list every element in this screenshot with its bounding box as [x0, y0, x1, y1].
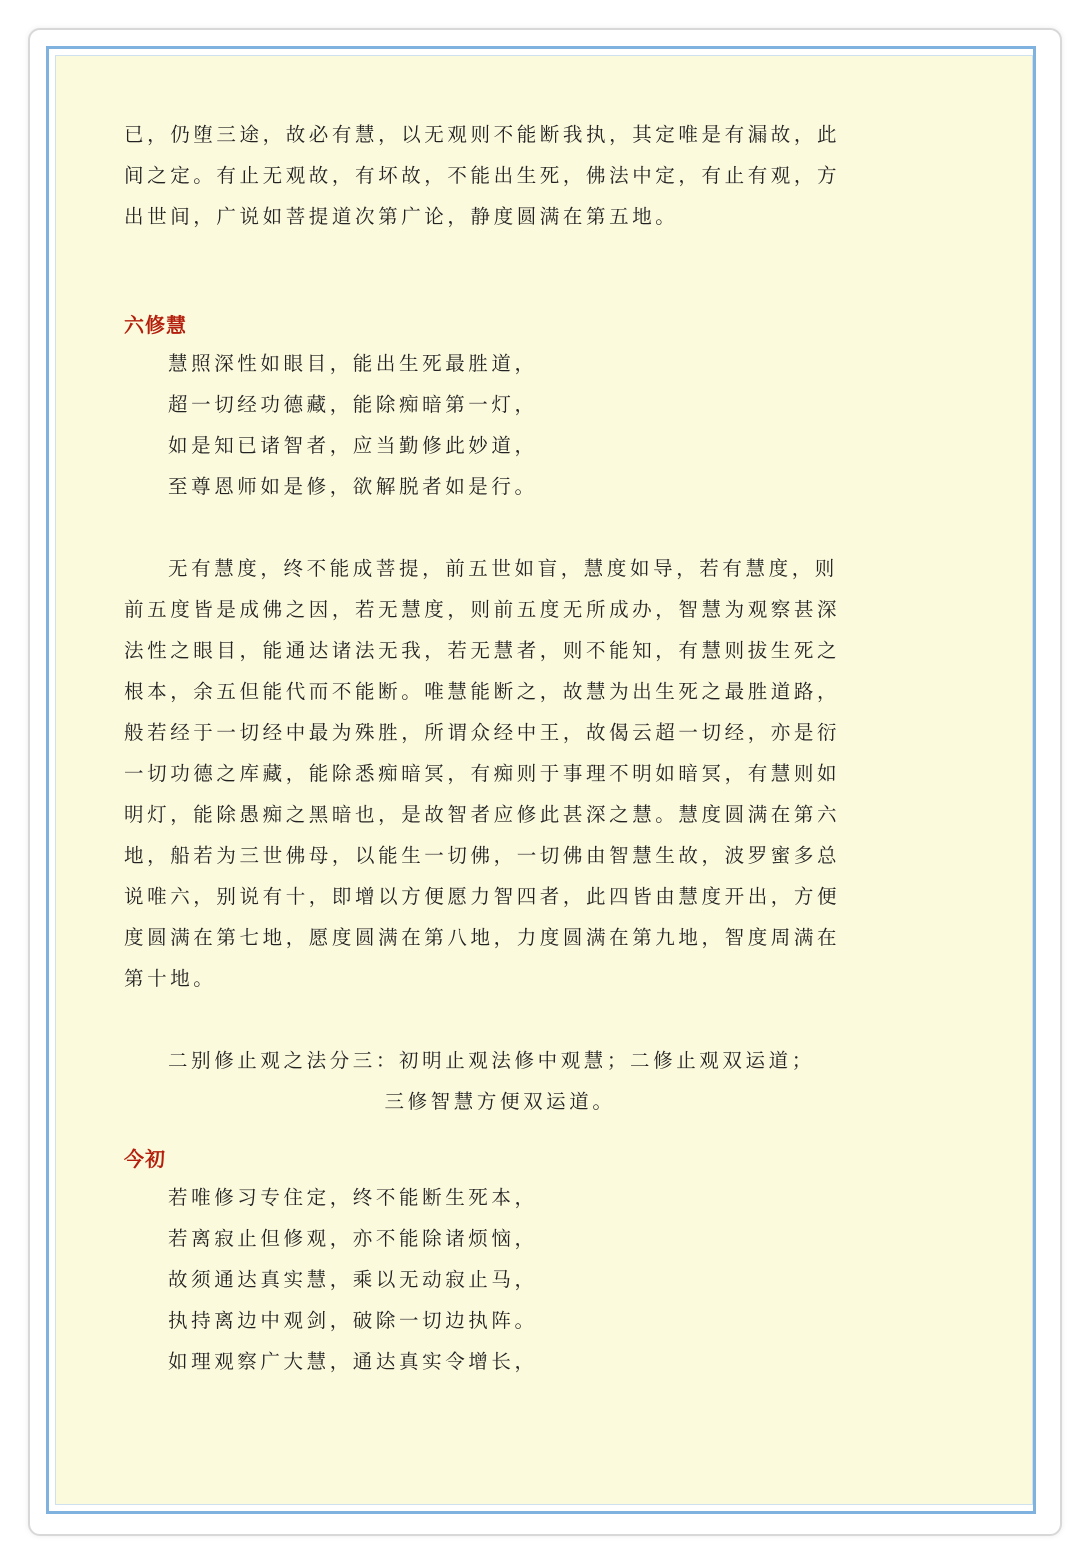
verse-line: 若唯修习专住定，终不能断生死本， — [168, 1186, 538, 1209]
verse-line: 超一切经功德藏，能除痴暗第一灯， — [168, 393, 538, 416]
text-line: 无有慧度，终不能成菩提，前五世如盲，慧度如导，若有慧度，则 — [168, 557, 838, 580]
text-line: 根本，余五但能代而不能断。唯慧能断之，故慧为出生死之最胜道路， — [124, 680, 841, 703]
text-line: 般若经于一切经中最为殊胜，所谓众经中王，故偈云超一切经，亦是衍 — [124, 721, 841, 744]
outline-line: 二别修止观之法分三：初明止观法修中观慧；二修止观双运道； — [168, 1049, 815, 1072]
text-line: 第十地。 — [124, 967, 217, 990]
text-line: 明灯，能除愚痴之黑暗也，是故智者应修此甚深之慧。慧度圆满在第六 — [124, 803, 841, 826]
text-line: 一切功德之库藏，能除悉痴暗冥，有痴则于事理不明如暗冥，有慧则如 — [124, 762, 841, 785]
text-line: 出世间，广说如菩提道次第广论，静度圆满在第五地。 — [124, 205, 679, 228]
verse-line: 执持离边中观剑，破除一切边执阵。 — [168, 1309, 538, 1332]
verse-now-first — [124, 1177, 876, 1382]
text-line: 前五度皆是成佛之因，若无慧度，则前五度无所成办，智慧为观察甚深 — [124, 598, 841, 621]
outline-line: 三修智慧方便双运道。 — [384, 1090, 616, 1113]
text-line: 间之定。有止无观故，有坏故，不能出生死，佛法中定，有止有观，方 — [124, 164, 841, 187]
text-line: 已，仍堕三途，故必有慧，以无观则不能断我执，其定唯是有漏故，此 — [124, 123, 841, 146]
text-line: 度圆满在第七地，愿度圆满在第八地，力度圆满在第九地，智度周满在 — [124, 926, 841, 949]
text-line: 法性之眼目，能通达诸法无我，若无慧者，则不能知，有慧则拔生死之 — [124, 639, 841, 662]
verse-six-wisdom — [124, 343, 876, 507]
verse-line: 如是知已诸智者，应当勤修此妙道， — [168, 434, 538, 457]
section-heading-six-wisdom: 六修慧 — [124, 313, 187, 337]
verse-line: 至尊恩师如是修，欲解脱者如是行。 — [168, 475, 538, 498]
outline-heading — [124, 1040, 876, 1122]
verse-line: 如理观察广大慧，通达真实令增长， — [168, 1350, 538, 1373]
section-heading-now-first: 今初 — [124, 1147, 166, 1171]
verse-line: 慧照深性如眼目，能出生死最胜道， — [168, 352, 538, 375]
verse-line: 若离寂止但修观，亦不能除诸烦恼， — [168, 1227, 538, 1250]
text-line: 地，船若为三世佛母，以能生一切佛，一切佛由智慧生故，波罗蜜多总 — [124, 844, 841, 867]
paragraph-continuation — [124, 114, 876, 237]
verse-line: 故须通达真实慧，乘以无动寂止马， — [168, 1268, 538, 1291]
text-line: 说唯六，别说有十，即增以方便愿力智四者，此四皆由慧度开出，方便 — [124, 885, 841, 908]
paragraph-wisdom-commentary — [124, 548, 876, 999]
